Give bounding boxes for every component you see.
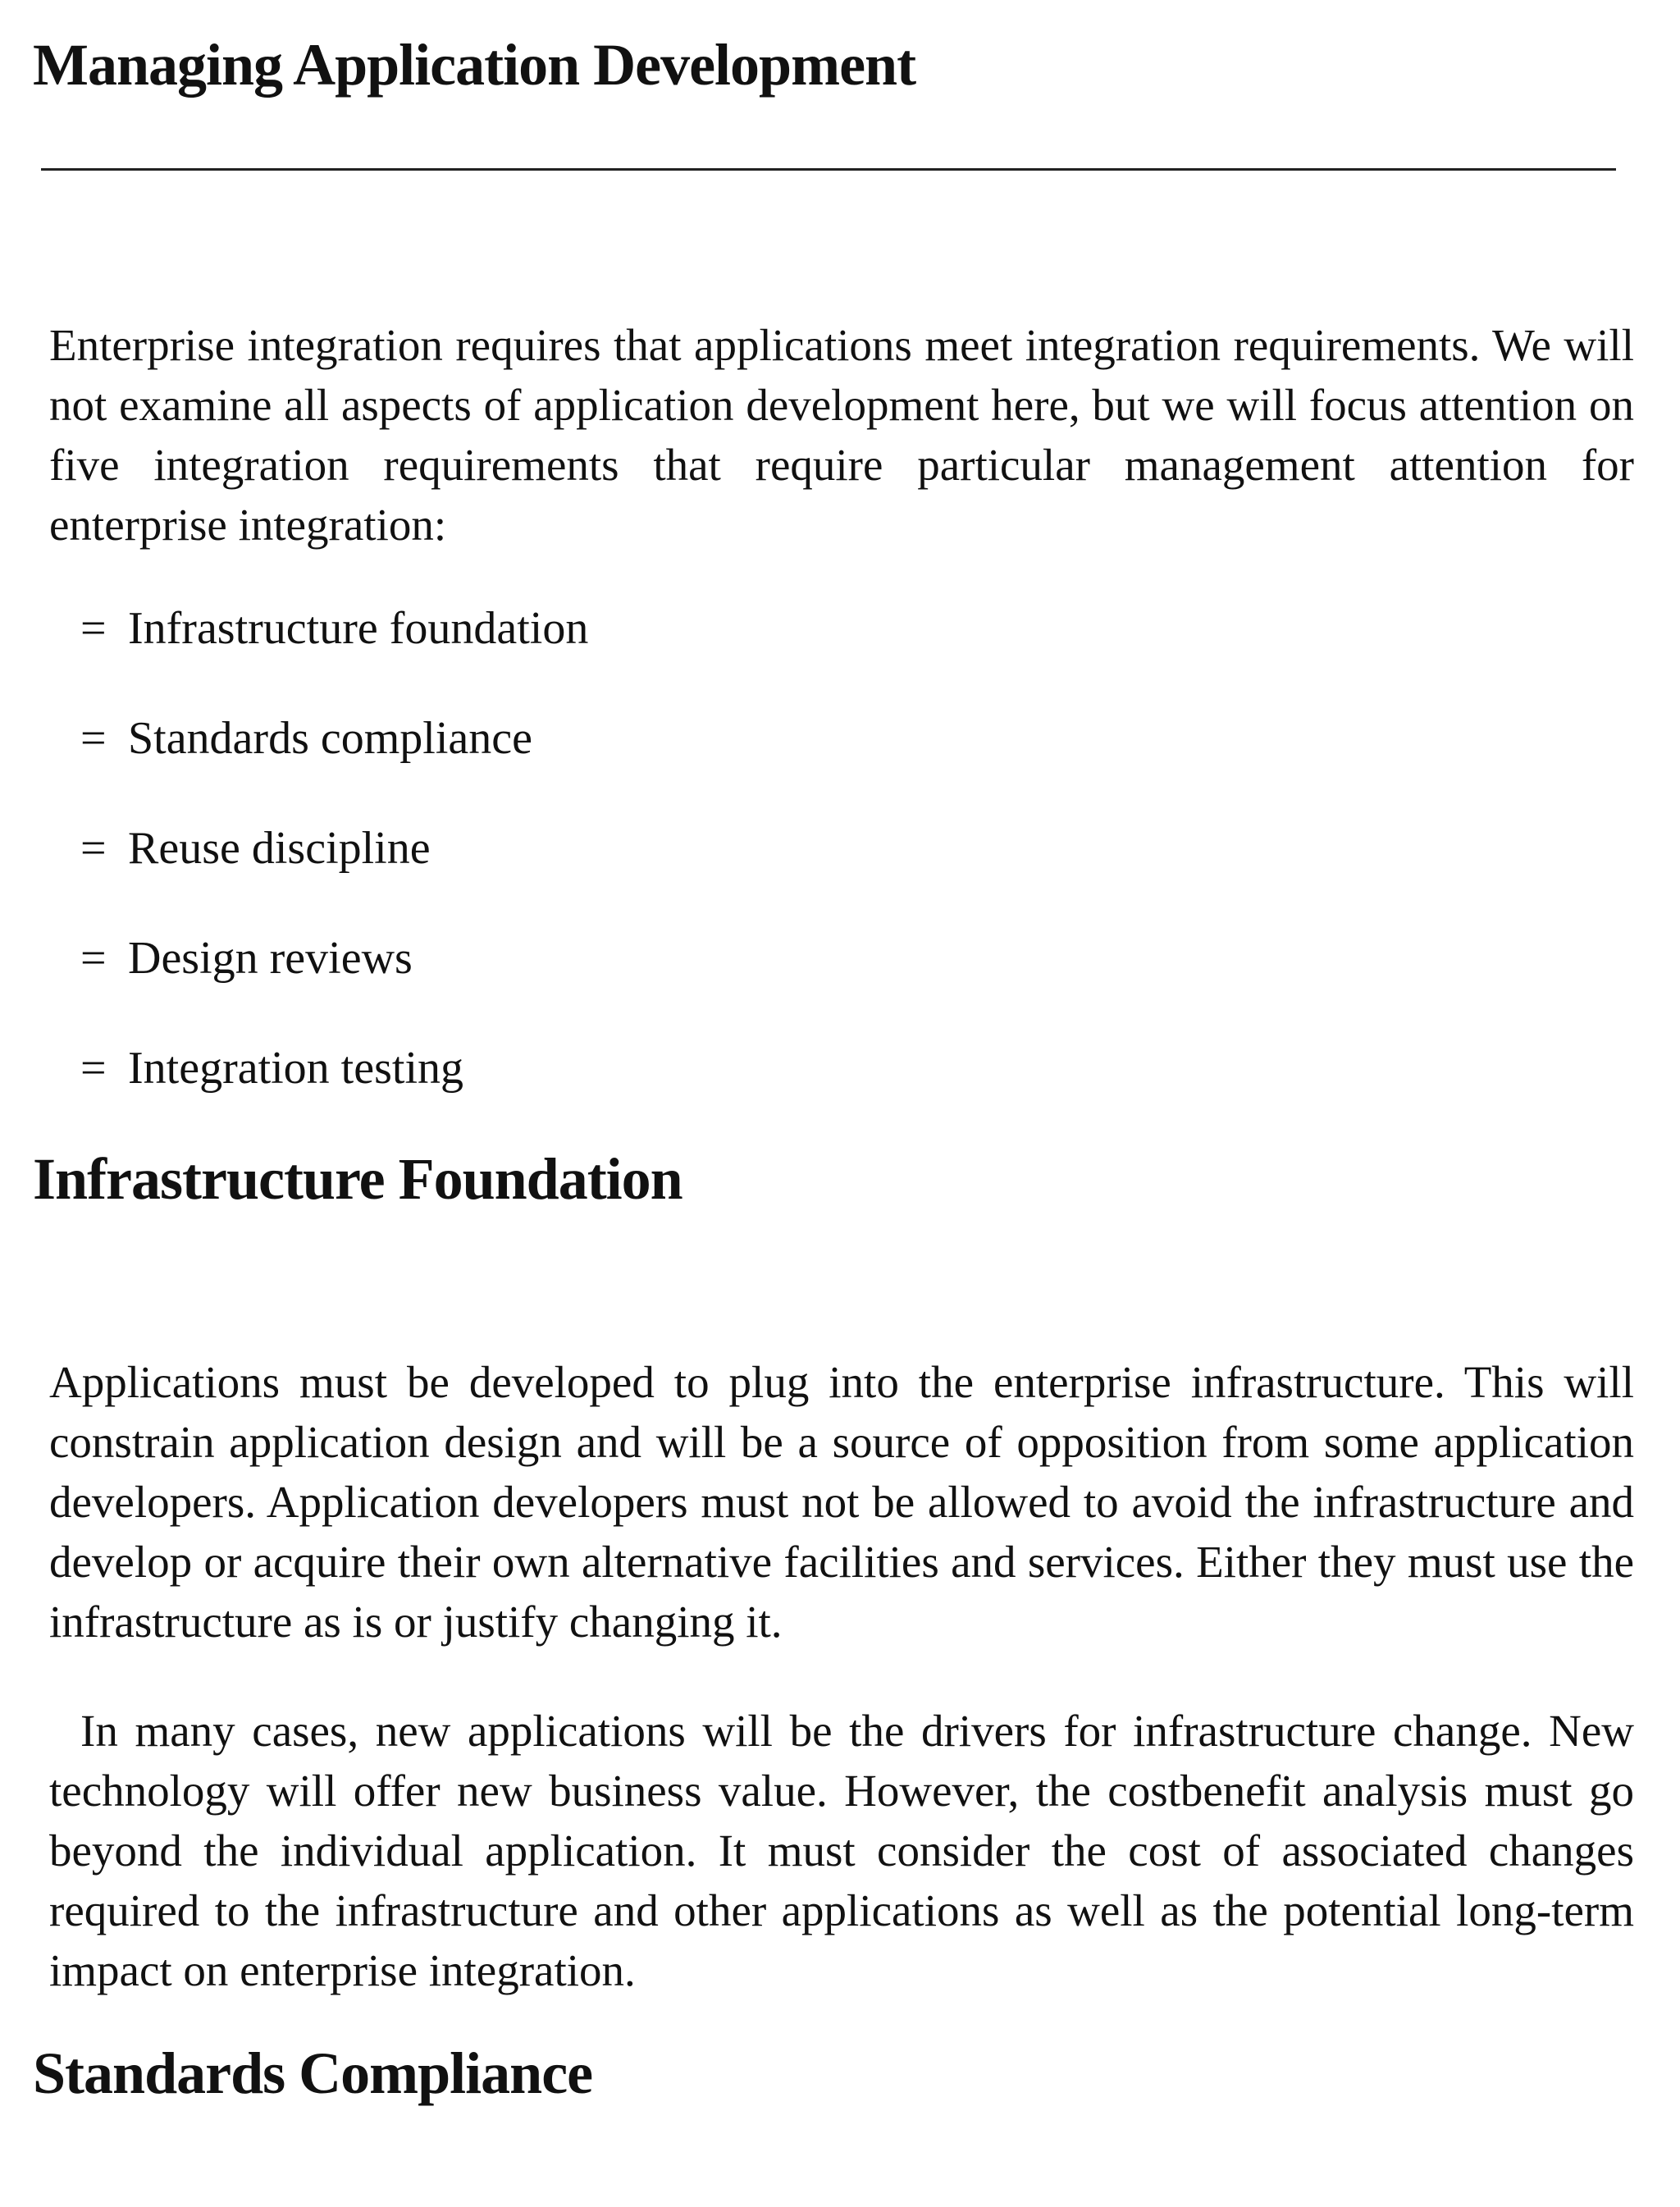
list-item-text: Design reviews [128,933,413,984]
bullet-marker: = [80,1043,107,1094]
list-item [80,599,588,709]
section-heading-managing-application-development: Managing Application Development [33,32,916,98]
infrastructure-paragraph-2: In many cases, new applications will be the drivers for infrastructure change. New technology will offer new business value. However, the costbenefit analysis must go beyond the individual application. It must consider the cost of associated changes required to the infrastructure and other applications as well as the potential long-term impact on enterprise integration. [49,1706,1634,1995]
heading-divider [41,168,1616,171]
bullet-marker: = [80,823,107,874]
bullet-marker: = [80,713,107,764]
list-item-text: Standards compliance [128,713,532,764]
section-heading-infrastructure-foundation: Infrastructure Foundation [33,1146,682,1212]
list-item-text: Reuse discipline [128,823,431,874]
list-item [80,819,588,929]
list-item-text: Integration testing [128,1043,464,1094]
list-item [80,929,588,1039]
list-item [80,709,588,819]
list-item [80,1039,588,1149]
bullet-marker: = [80,603,107,654]
list-item-text: Infrastructure foundation [128,603,589,654]
section-heading-standards-compliance: Standards Compliance [33,2040,593,2106]
intro-paragraph: Enterprise integration requires that applications meet integration requirements. We will not examine all aspects of application development here, but we will focus attention on five integration requirements that require particular management attention for enterprise integration: [49,320,1634,550]
integration-requirements-list [80,599,588,1149]
infrastructure-paragraph-1: Applications must be developed to plug into the enterprise infrastructure. This will constrain application design and will be a source of opposition from some application developers. Application developers must not be allowed to avoid the infrastructure and develop or acquire their own alternative facilities and services. Either they must use the infrastructure as is or justify changing it. [49,1357,1634,1647]
bullet-marker: = [80,933,107,984]
